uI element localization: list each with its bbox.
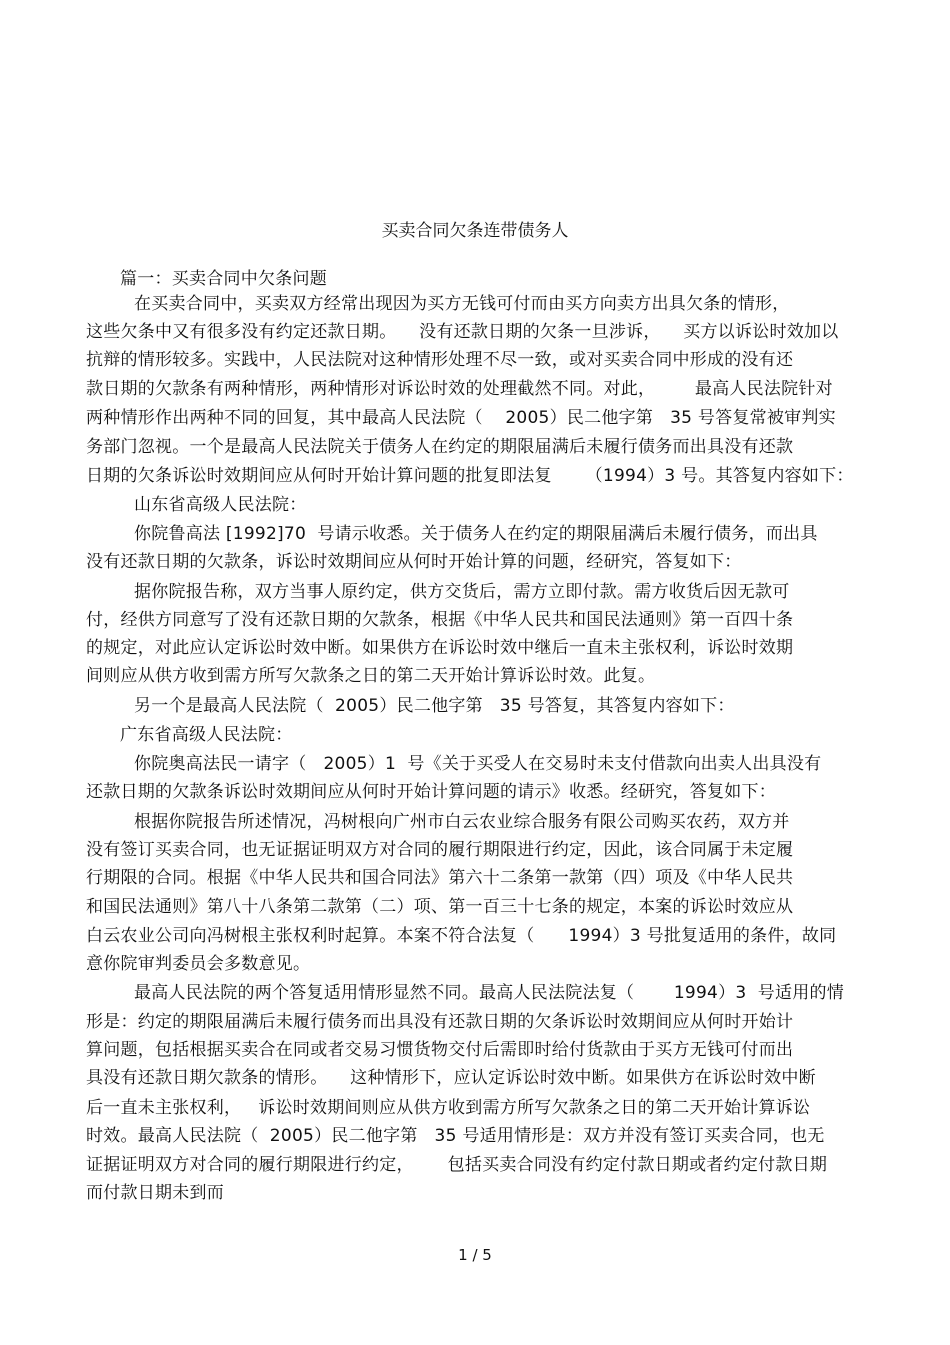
- text-line: 你院奥高法民一请字（ 2005）1 号《关于买受人在交易时未支付借款向出卖人出具没有: [134, 754, 822, 774]
- text-line: 据你院报告称，双方当事人原约定，供方交货后，需方立即付款。需方收货后因无款可: [134, 582, 790, 602]
- text-line: 款日期的欠款条有两种情形，两种情形对诉讼时效的处理截然不同。对此， 最高人民法院针对: [86, 379, 833, 399]
- text-line: 山东省高级人民法院：: [134, 495, 307, 515]
- text-line: 最高人民法院的两个答复适用情形显然不同。最高人民法院法复（ 1994）3 号适用的情: [134, 983, 844, 1003]
- text-line: 抗辩的情形较多。实践中，人民法院对这种情形处理不尽一致，或对买卖合同中形成的没有还: [86, 350, 794, 370]
- text-line: 务部门忽视。一个是最高人民法院关于债务人在约定的期限届满后未履行债务而出具没有还款: [86, 437, 794, 457]
- text-line: 在买卖合同中，买卖双方经常出现因为买方无钱可付而由买方向卖方出具欠条的情形，: [134, 294, 790, 314]
- text-line: 篇一：买卖合同中欠条问题: [120, 269, 327, 289]
- page-number: 1 / 5: [458, 1246, 492, 1264]
- text-line: 而付款日期未到而: [86, 1183, 224, 1203]
- page-title: 买卖合同欠条连带债务人: [381, 221, 569, 241]
- text-line: 的规定，对此应认定诉讼时效中断。如果供方在诉讼时效中继后一直未主张权利，诉讼时效期: [86, 638, 794, 658]
- text-line: 付，经供方同意写了没有还款日期的欠款条，根据《中华人民共和国民法通则》第一百四十条: [86, 610, 794, 630]
- text-line: 根据你院报告所述情况，冯树根向广州市白云农业综合服务有限公司购买农药，双方并: [134, 812, 790, 832]
- text-line: 算问题，包括根据买卖合在同或者交易习惯货物交付后需即时给付货款由于买方无钱可付而出: [86, 1040, 794, 1060]
- text-line: 你院鲁高法 [1992]70 号请示收悉。关于债务人在约定的期限届满后未履行债务，而出具: [134, 524, 818, 544]
- text-line: 形是：约定的期限届满后未履行债务而出具没有还款日期的欠条诉讼时效期间应从何时开始计: [86, 1012, 794, 1032]
- text-line: 日期的欠条诉讼时效期间应从何时开始计算问题的批复即法复 （1994）3 号。其答复内容如下：: [86, 466, 854, 486]
- text-line: 意你院审判委员会多数意见。: [86, 954, 311, 974]
- text-line: 时效。最高人民法院（ 2005）民二他字第 35 号适用情形是：双方并没有签订买卖合同，也无: [86, 1126, 825, 1146]
- text-line: 没有签订买卖合同，也无证据证明双方对合同的履行期限进行约定，因此，该合同属于未定履: [86, 840, 794, 860]
- text-line: 具没有还款日期欠款条的情形。 这种情形下，应认定诉讼时效中断。如果供方在诉讼时效中断: [86, 1068, 816, 1088]
- text-line: 没有还款日期的欠款条，诉讼时效期间应从何时开始计算的问题，经研究，答复如下：: [86, 552, 742, 572]
- text-line: 后一直未主张权利， 诉讼时效期间则应从供方收到需方所写欠款条之日的第二天开始计算诉讼: [86, 1098, 811, 1118]
- text-line: 白云农业公司向冯树根主张权利时起算。本案不符合法复（ 1994）3 号批复适用的条件，故同: [86, 926, 837, 946]
- text-line: 证据证明双方对合同的履行期限进行约定， 包括买卖合同没有约定付款日期或者约定付款日期: [86, 1155, 828, 1175]
- text-line: 两种情形作出两种不同的回复，其中最高人民法院（ 2005）民二他字第 35 号答复常被审判实: [86, 408, 836, 428]
- text-line: 广东省高级人民法院：: [120, 725, 293, 745]
- text-line: 行期限的合同。根据《中华人民共和国合同法》第六十二条第一款第（四）项及《中华人民共: [86, 868, 794, 888]
- text-line: 这些欠条中又有很多没有约定还款日期。 没有还款日期的欠条一旦涉诉， 买方以诉讼时效加以: [86, 322, 839, 342]
- text-line: 还款日期的欠款条诉讼时效期间应从何时开始计算问题的请示》收悉。经研究，答复如下：: [86, 782, 776, 802]
- text-line: 间则应从供方收到需方所写欠款条之日的第二天开始计算诉讼时效。此复。: [86, 666, 656, 686]
- text-line: 另一个是最高人民法院（ 2005）民二他字第 35 号答复，其答复内容如下：: [134, 696, 735, 716]
- text-line: 和国民法通则》第八十八条第二款第（二）项、第一百三十七条的规定，本案的诉讼时效应从: [86, 897, 794, 917]
